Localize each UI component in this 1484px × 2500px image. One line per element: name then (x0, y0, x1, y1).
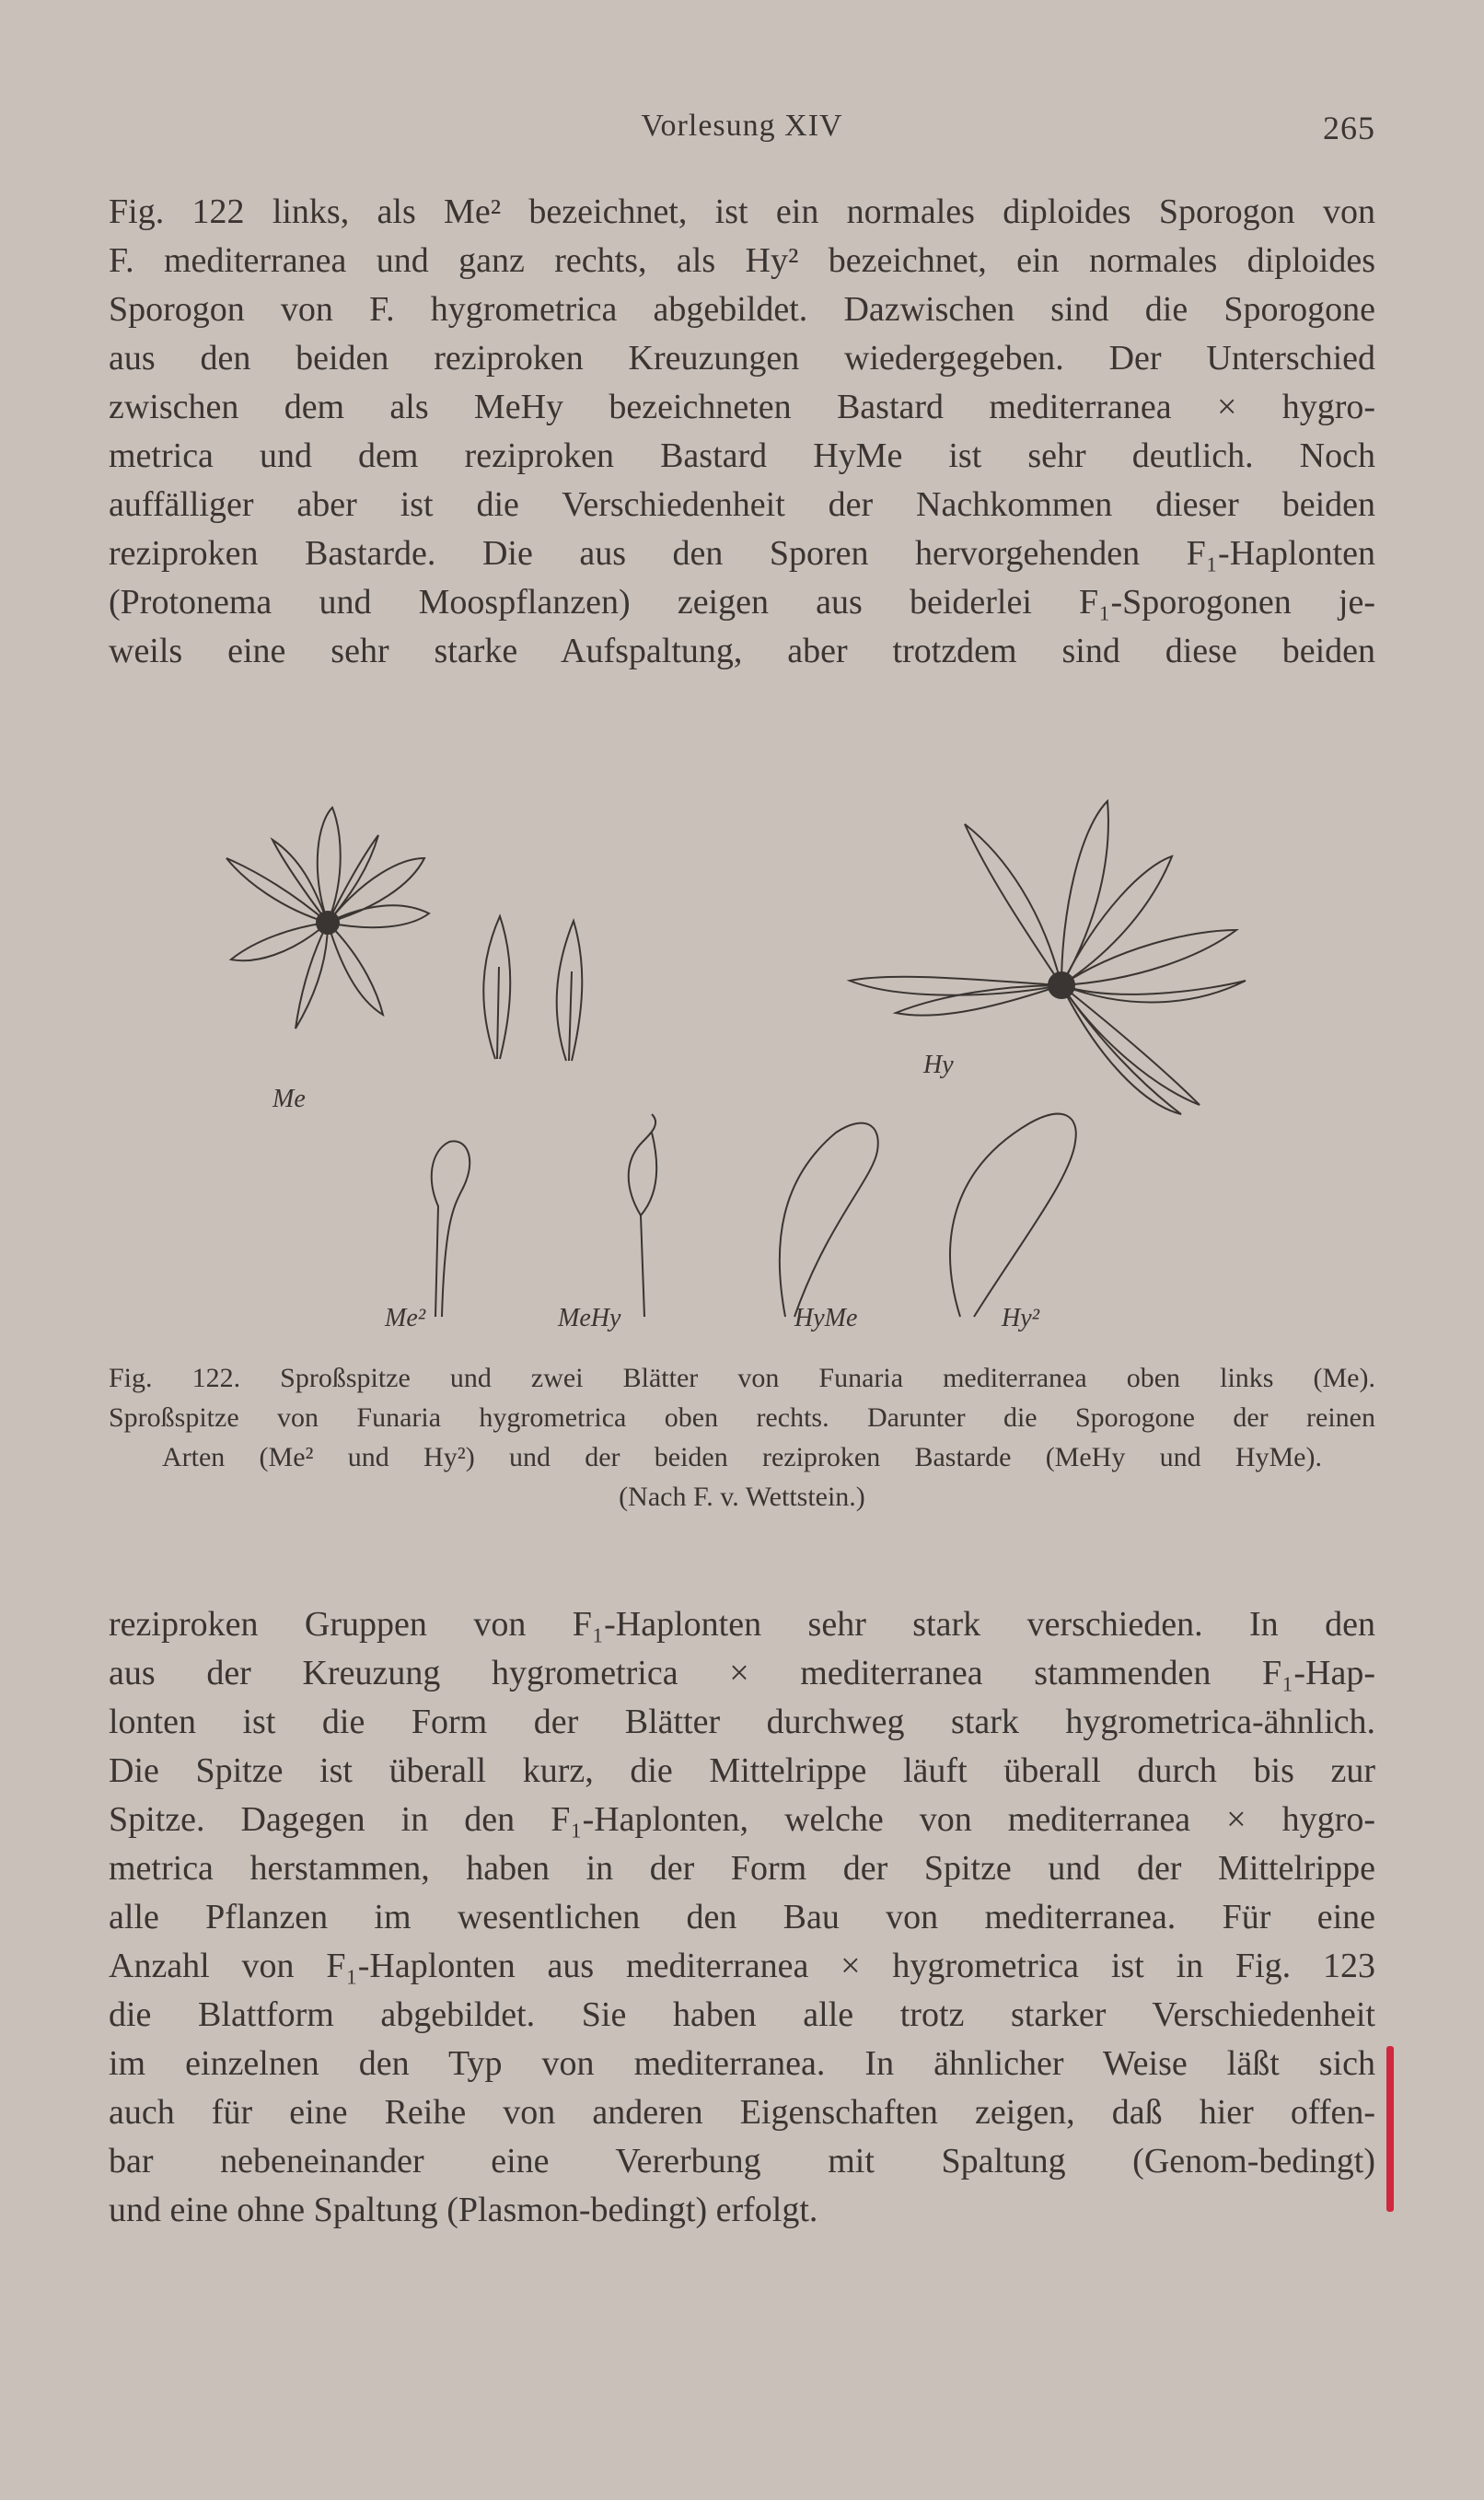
text-line: aus den beiden reziproken Kreuzungen wiedergegeben. Der Unterschied (109, 339, 1375, 378)
text-line: metrica herstammen, haben in der Form der Spitze und der Mittelrippe (109, 1849, 1375, 1888)
caption-line: Sproßspitze von Funaria hygrometrica oben rechts. Darunter die Sporogone der reinen (109, 1402, 1375, 1433)
text-line: bar nebeneinander eine Vererbung mit Spaltung (Genom-bedingt) (109, 2142, 1375, 2180)
me-leaf-midrib-right (569, 971, 572, 1061)
label-mehy: MeHy (558, 1304, 621, 1332)
text-line: Sporogon von F. hygrometrica abgebildet. Dazwischen sind die Sporogone (109, 290, 1375, 329)
figure-caption (109, 1358, 1375, 1517)
text-line: reziproken Gruppen von F₁-Haplonten sehr stark verschieden. In den (109, 1605, 1375, 1644)
text-line: weils eine sehr starke Aufspaltung, aber trotzdem sind diese beiden (109, 632, 1375, 670)
text-line: Anzahl von F₁-Haplonten aus mediterranea × hygrometrica ist in Fig. 123 (109, 1947, 1375, 1985)
me-rosette-drawing (226, 808, 429, 1029)
text-line: F. mediterranea und ganz rechts, als Hy² bezeichnet, ein normales diploides (109, 241, 1375, 280)
text-line: alle Pflanzen im wesentlichen den Bau von mediterranea. Für eine (109, 1898, 1375, 1936)
label-me: Me (272, 1085, 306, 1113)
red-margin-mark (1386, 2046, 1394, 2212)
text-line: (Protonema und Moospflanzen) zeigen aus beiderlei F₁-Sporogonen je- (109, 583, 1375, 622)
caption-line: Fig. 122. Sproßspitze und zwei Blätter von Funaria mediterranea oben links (Me). (109, 1363, 1375, 1393)
text-line: auch für eine Reihe von anderen Eigenschaften zeigen, daß hier offen- (109, 2093, 1375, 2132)
caption-credit: (Nach F. v. Wettstein.) (619, 1482, 865, 1512)
hyme-sporogon (780, 1123, 878, 1317)
text-line: und eine ohne Spaltung (Plasmon-bedingt) erfolgt. (109, 2191, 818, 2229)
label-hy: Hy (923, 1051, 954, 1079)
text-line: lonten ist die Form der Blätter durchweg stark hygrometrica-ähnlich. (109, 1703, 1375, 1741)
running-header (109, 109, 1375, 155)
chapter-title: Vorlesung XIV (641, 109, 843, 143)
caption-line: Arten (Me² und Hy²) und der beiden reziproken Bastarde (MeHy und HyMe). (162, 1442, 1322, 1472)
label-hy2: Hy² (1002, 1304, 1040, 1332)
text-line: im einzelnen den Typ von mediterranea. In ähnlicher Weise läßt sich (109, 2044, 1375, 2083)
text-line: die Blattform abgebildet. Sie haben alle trotz starker Verschiedenheit (109, 1995, 1375, 2034)
mehy-sporogon (629, 1114, 656, 1317)
me-leaf-midrib-left (497, 967, 499, 1059)
text-line: Die Spitze ist überall kurz, die Mittelrippe läuft überall durch bis zur (109, 1751, 1375, 1790)
hy2-sporogon (950, 1114, 1076, 1317)
text-line: auffälliger aber ist die Verschiedenheit der Nachkommen dieser beiden (109, 485, 1375, 524)
text-line: zwischen dem als MeHy bezeichneten Bastard mediterranea × hygro- (109, 388, 1375, 426)
text-line: aus der Kreuzung hygrometrica × mediterranea stammenden F₁-Hap- (109, 1654, 1375, 1692)
label-me2: Me² (385, 1304, 426, 1332)
paragraph-1 (109, 188, 1375, 676)
text-line: reziproken Bastarde. Die aus den Sporen hervorgehenden F₁-Haplonten (109, 534, 1375, 573)
text-line: Fig. 122 links, als Me² bezeichnet, ist ein normales diploides Sporogon von (109, 192, 1375, 231)
paragraph-2 (109, 1600, 1375, 2235)
label-hyme: HyMe (794, 1304, 858, 1332)
text-line: Spitze. Dagegen in den F₁-Haplonten, welche von mediterranea × hygro- (109, 1800, 1375, 1839)
botanical-drawing (109, 727, 1375, 1354)
figure-122 (109, 727, 1375, 1354)
me2-sporogon (432, 1141, 470, 1317)
hy-rosette-drawing (850, 801, 1246, 1114)
text-line: metrica und dem reziproken Bastard HyMe ist sehr deutlich. Noch (109, 436, 1375, 475)
page-number: 265 (1323, 110, 1375, 146)
